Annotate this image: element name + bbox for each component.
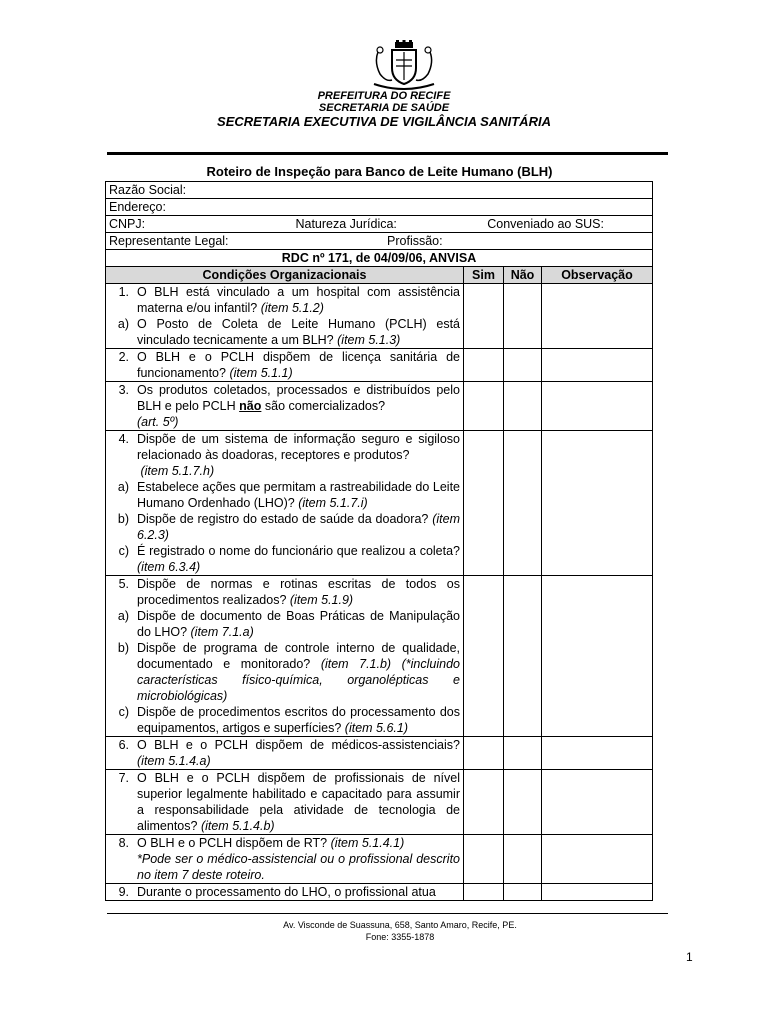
item-text: O BLH e o PCLH dispõem de licença sanitária de funcionamento? [137,350,460,380]
list-item [109,884,460,900]
item-reference: (item 5.1.7.h) [140,464,215,478]
table-row [106,349,653,382]
observacao-cell[interactable] [542,770,653,835]
item-number: 3. [118,383,129,397]
item-text: Durante o processamento do LHO, o profissional atua [137,885,436,899]
sim-checkbox-cell[interactable] [464,737,504,770]
item-emphasis: não [239,399,262,413]
conveniado-sus-label: Conveniado ao SUS: [487,217,604,231]
nao-checkbox-cell[interactable] [504,431,542,576]
item-cell [106,884,464,901]
list-item [109,511,460,543]
item-cell [106,770,464,835]
observacao-cell[interactable] [542,284,653,349]
razao-social-label: Razão Social: [109,183,187,197]
observacao-cell[interactable] [542,349,653,382]
representante-field[interactable] [106,233,653,250]
item-note: *Pode ser o médico-assistencial ou o profissional descrito no item 7 deste roteiro. [137,852,460,882]
col-observacao: Observação [542,267,653,284]
rdc-row [106,250,653,267]
table-row [106,770,653,835]
item-number: 8. [118,836,129,850]
nao-checkbox-cell[interactable] [504,737,542,770]
observacao-cell[interactable] [542,431,653,576]
endereco-field[interactable] [106,199,653,216]
list-item [109,382,460,430]
table-row [106,737,653,770]
item-text: Dispõe de registro do estado de saúde da doadora? [137,512,429,526]
col-sim: Sim [464,267,504,284]
item-reference: (item 7.1.a) [190,625,254,639]
item-text: O BLH está vinculado a um hospital com assistência materna e/ou infantil? [137,285,460,315]
item-text: O BLH e o PCLH dispõem de médicos-assistenciais? [137,738,460,752]
item-cell [106,284,464,349]
item-number: 7. [118,771,129,785]
item-text: Estabelece ações que permitam a rastreabilidade do Leite Humano Ordenhado (LHO)? [137,480,460,510]
item-text: Os produtos coletados, processados e distribuídos pelo BLH e pelo PCLH [137,383,460,413]
cnpj-row [106,216,653,233]
nao-checkbox-cell[interactable] [504,835,542,884]
observacao-cell[interactable] [542,737,653,770]
rdc-reference: RDC nº 171, de 04/09/06, ANVISA [106,250,653,267]
list-item [109,479,460,511]
header-divider [107,152,668,155]
item-reference: (item 7.1.b) (*incluindo características físico-química, organolépticas e microbiológicas) [137,657,460,703]
profissao-label: Profissão: [387,234,443,248]
item-reference: (item 5.1.9) [289,593,354,607]
list-item [109,737,460,769]
representante-label: Representante Legal: [109,234,229,248]
item-cell [106,382,464,431]
endereco-row [106,199,653,216]
sim-checkbox-cell[interactable] [464,884,504,901]
table-row [106,284,653,349]
list-item [109,349,460,381]
list-item [109,284,460,316]
item-text: Dispõe de documento de Boas Práticas de Manipulação do LHO? [137,609,460,639]
header-vigilancia: SECRETARIA EXECUTIVA DE VIGILÂNCIA SANITÁRIA [217,114,551,129]
nao-checkbox-cell[interactable] [504,884,542,901]
item-cell [106,576,464,737]
sim-checkbox-cell[interactable] [464,835,504,884]
observacao-cell[interactable] [542,382,653,431]
document-title: Roteiro de Inspeção para Banco de Leite Humano (BLH) [206,164,553,179]
sim-checkbox-cell[interactable] [464,349,504,382]
column-header-row [106,267,653,284]
item-reference: (item 5.1.3) [337,333,401,347]
table-row [106,431,653,576]
col-nao: Não [504,267,542,284]
razao-social-row [106,182,653,199]
item-reference: (item 5.1.4.a) [137,754,211,768]
item-cell [106,349,464,382]
observacao-cell[interactable] [542,576,653,737]
item-text: O BLH e o PCLH dispõem de RT? [137,836,328,850]
item-reference: (item 6.3.4) [137,560,201,574]
item-reference: (item 5.6.1) [344,721,408,735]
razao-social-field[interactable] [106,182,653,199]
nao-checkbox-cell[interactable] [504,576,542,737]
endereco-label: Endereço: [109,200,166,214]
nao-checkbox-cell[interactable] [504,382,542,431]
item-reference: (item 5.1.4.1) [330,836,405,850]
nao-checkbox-cell[interactable] [504,349,542,382]
item-number: c) [118,705,129,719]
sim-checkbox-cell[interactable] [464,770,504,835]
item-text: Dispõe de programa de controle interno de qualidade, documentado e monitorado? [137,641,460,671]
item-number: a) [117,480,129,494]
footer-phone: Fone: 3355-1878 [365,932,435,942]
col-condicoes: Condições Organizacionais [106,267,464,284]
sim-checkbox-cell[interactable] [464,576,504,737]
item-reference: (item 6.2.3) [137,512,460,542]
item-cell [106,737,464,770]
list-item [109,576,460,608]
table-row [106,576,653,737]
list-item [109,431,460,479]
inspection-table [105,181,653,901]
list-item [109,608,460,640]
item-number: 6. [118,738,129,752]
item-cell [106,431,464,576]
item-text: são comercializados? [264,399,386,413]
list-item [109,704,460,736]
natureza-juridica-label: Natureza Jurídica: [295,217,397,231]
item-number: a) [117,609,129,623]
item-text: O Posto de Coleta de Leite Humano (PCLH) está vinculado tecnicamente a um BLH? [137,317,460,347]
item-text: O BLH e o PCLH dispõem de profissionais de nível superior legalmente habilitado e capacitado para assumir a responsabilidade pela atividade de tecnologia de alimentos? [137,771,460,833]
list-item [109,543,460,575]
nao-checkbox-cell[interactable] [504,770,542,835]
item-number: 5. [118,577,129,591]
list-item [109,835,460,883]
footer-divider [107,913,668,914]
item-number: 9. [118,885,129,899]
table-row [106,884,653,901]
item-number: 4. [118,432,129,446]
item-text: Dispõe de procedimentos escritos do processamento dos equipamentos, artigos e superfícies? [137,705,460,735]
list-item [109,640,460,704]
table-row [106,835,653,884]
header-secretaria-saude: SECRETARIA DE SAÚDE [318,102,450,114]
sim-checkbox-cell[interactable] [464,431,504,576]
item-number: 2. [118,350,129,364]
item-number: a) [117,317,129,331]
cnpj-field[interactable] [106,216,653,233]
item-text: Dispõe de um sistema de informação seguro e sigiloso relacionado às doadoras, receptores e produtos? [137,432,460,462]
item-reference: (item 5.1.1) [229,366,293,380]
representante-row [106,233,653,250]
sim-checkbox-cell[interactable] [464,382,504,431]
item-text: Dispõe de normas e rotinas escritas de todos os procedimentos realizados? [137,577,460,607]
item-number: b) [117,512,129,526]
item-number: b) [117,641,129,655]
observacao-cell[interactable] [542,835,653,884]
list-item [109,770,460,834]
item-number: c) [118,544,129,558]
table-row [106,382,653,431]
item-reference: (item 5.1.4.b) [200,819,275,833]
item-number: 1. [118,285,129,299]
item-cell [106,835,464,884]
item-reference: (art. 5º) [137,415,179,429]
list-item [109,316,460,348]
header-prefeitura: PREFEITURA DO RECIFE [317,90,451,102]
recife-crest-logo [368,40,440,90]
cnpj-label: CNPJ: [109,217,146,231]
footer-address: Av. Visconde de Suassuna, 658, Santo Amaro, Recife, PE. [283,920,517,930]
nao-checkbox-cell[interactable] [504,284,542,349]
item-reference: (item 5.1.2) [260,301,324,315]
page-number: 1 [686,950,693,964]
item-reference: (item 5.1.7.i) [298,496,368,510]
item-text: É registrado o nome do funcionário que realizou a coleta? [137,544,460,558]
sim-checkbox-cell[interactable] [464,284,504,349]
observacao-cell[interactable] [542,884,653,901]
